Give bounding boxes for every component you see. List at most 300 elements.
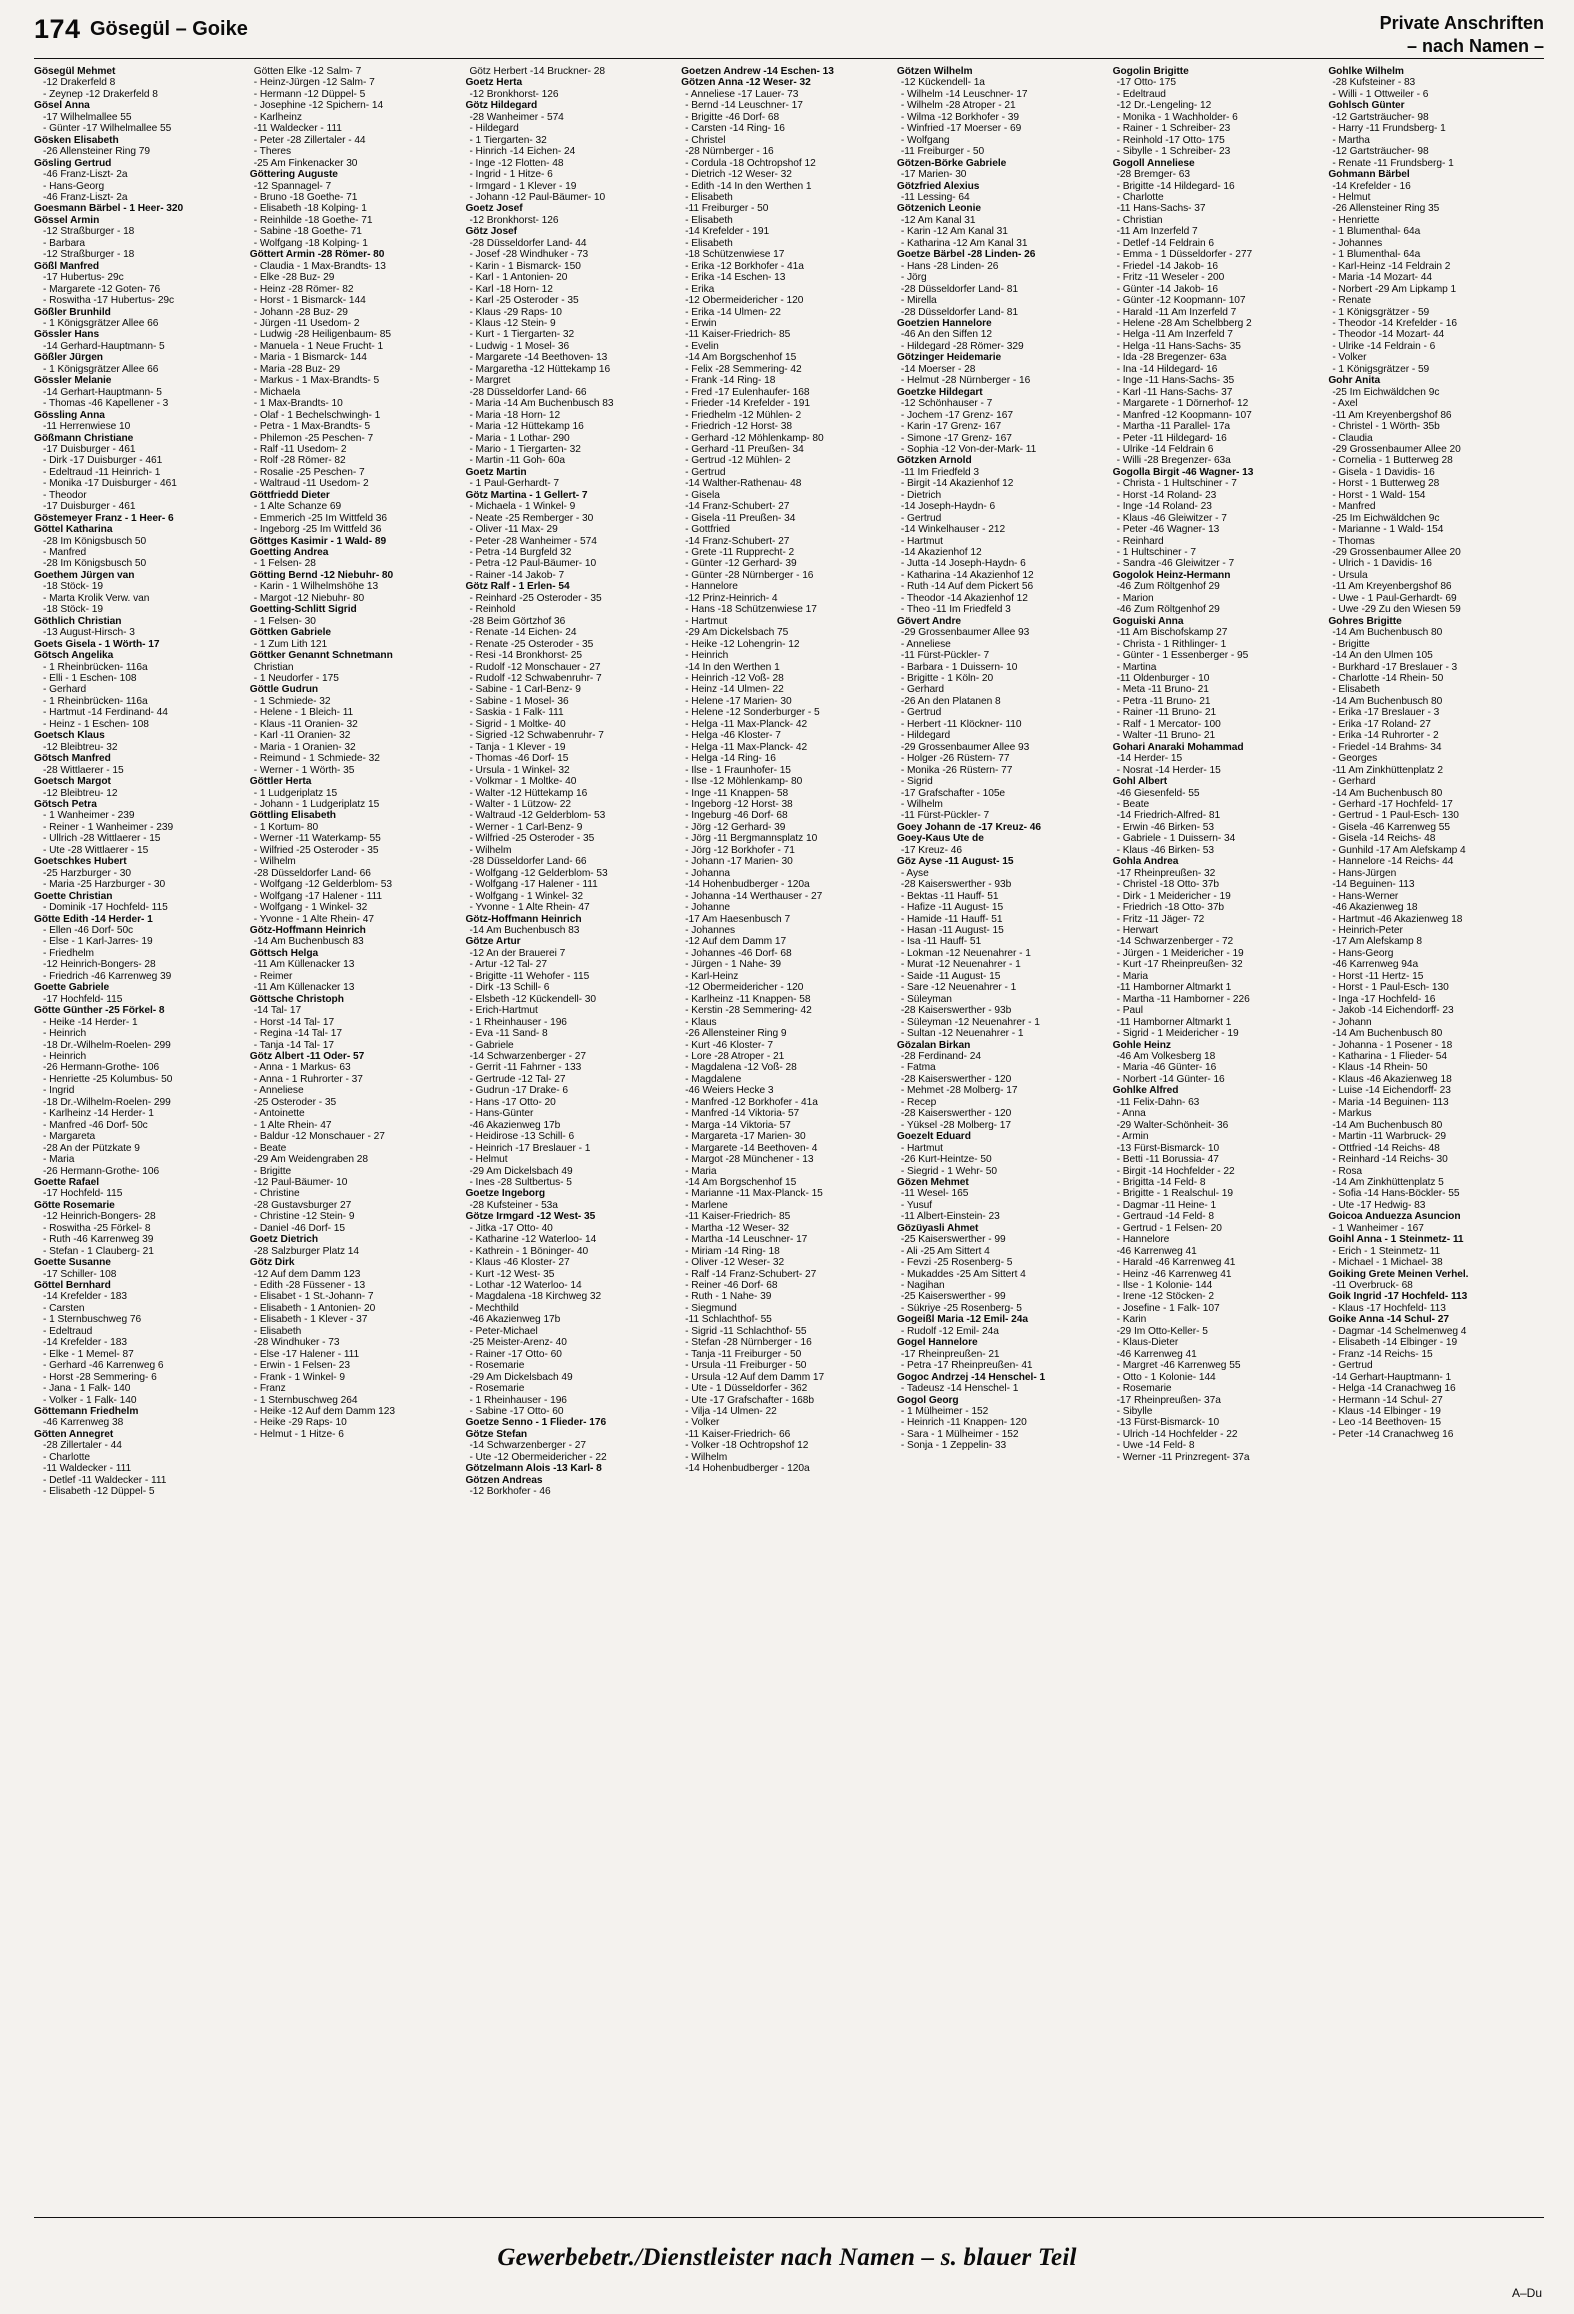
directory-entry-line: - Hermann -14 Schul- 27: [1332, 1394, 1443, 1406]
directory-entry-line: - Jörg: [900, 272, 927, 284]
directory-entry-line: - 1 Hultschiner - 7: [1116, 547, 1197, 559]
directory-entry-line: - Johann - 1 Ludgeriplatz 15: [253, 799, 380, 810]
directory-entry-line: - Erika -17 Breslauer - 3: [1332, 707, 1440, 719]
directory-entry-line: - Peter -28 Wanheimer - 574: [469, 535, 597, 547]
directory-entry-line: -14 Krefelder - 183: [43, 1291, 127, 1303]
directory-entry-line: - Margret: [469, 375, 511, 387]
directory-entry-line: - Heinrich: [685, 650, 729, 662]
directory-entry-line: - Christel: [685, 134, 726, 146]
directory-entry-line: - Karlheinz -11 Knappen- 58: [685, 993, 811, 1005]
directory-entry-line: - Katharina - 1 Flieder- 54: [1332, 1050, 1448, 1062]
directory-entry-line: - Burkhard -17 Breslauer - 3: [1332, 661, 1458, 673]
directory-entry-line: - Volkmar - 1 Moltke- 40: [469, 776, 577, 788]
directory-entry-line: - Elsbeth -12 Kückendell- 30: [469, 993, 597, 1005]
directory-entry-line: -14 Am Buchenbusch 80: [1332, 627, 1443, 639]
directory-entry-line: -14 Am Zinkhüttenplatz 5: [1332, 1176, 1444, 1188]
directory-entry-line: - 1 Wanheimer - 167: [1332, 1222, 1424, 1234]
directory-entry-line: - Charlotte: [43, 1451, 91, 1463]
directory-entry-line: - Heike -29 Raps- 10: [253, 1417, 347, 1429]
directory-entry-line: - Margarete -14 Beethoven- 4: [685, 1142, 818, 1154]
directory-entry-line: - Henriette -25 Kolumbus- 50: [43, 1073, 173, 1085]
directory-entry-line: - Heinz -14 Ulmen- 22: [685, 684, 784, 696]
directory-entry-line: - Hannelore -14 Reichs- 44: [1332, 856, 1454, 868]
directory-entry-line: -26 Allensteiner Ring 79: [43, 146, 150, 158]
directory-entry-line: - Johanna - 1 Posener - 18: [1332, 1039, 1453, 1051]
directory-entry-line: - Anna: [1116, 1108, 1146, 1120]
directory-entry-line: - Friedrich -12 Horst- 38: [685, 421, 793, 433]
directory-entry-line: - Irene -12 Stöcken- 2: [1116, 1291, 1215, 1303]
directory-entry-line: - Mario - 1 Tiergarten- 32: [469, 443, 581, 455]
directory-entry-line: - 1 Blumenthal- 64a: [1332, 249, 1421, 261]
directory-entry-line: - Hartmut: [900, 1142, 943, 1154]
directory-entry-line: - Barbara - 1 Duissern- 10: [900, 661, 1018, 673]
directory-entry-name: Gohla Andrea: [1112, 856, 1179, 868]
directory-entry-line: - Kurt -17 Rheinpreußen- 32: [1116, 959, 1243, 971]
directory-entry-line: - Dominik -17 Hochfeld- 115: [43, 902, 168, 914]
directory-entry-line: - Oliver -11 Max- 29: [469, 524, 558, 536]
directory-entry-name: Göttges Kasimir - 1 Wald- 89: [249, 535, 387, 547]
directory-entry-line: - Reiner - 1 Wanheimer - 239: [43, 821, 174, 833]
directory-entry-name: Gohlsch Günter: [1328, 100, 1405, 112]
directory-entry-line: - Peter -28 Zillertaler - 44: [253, 134, 366, 146]
directory-entry-line: - Harald -46 Karrenweg 41: [1116, 1257, 1236, 1269]
directory-entry-line: -11 Am Küllenacker 13: [253, 982, 355, 994]
directory-entry-line: - Karin - 1 Bismarck- 150: [469, 260, 581, 272]
directory-entry-line: - 1 Rheinhauser - 196: [469, 1394, 567, 1406]
directory-entry-line: -17 Kreuz- 46: [900, 844, 962, 856]
directory-entry-name: Goetze Bärbel -28 Linden- 26: [896, 249, 1036, 261]
directory-entry-line: -14 Tal- 17: [253, 1005, 302, 1017]
directory-entry-line: - Edeltraud -11 Heinrich- 1: [43, 466, 161, 478]
directory-entry-line: - Ilse - 1 Kolonie- 144: [1116, 1280, 1213, 1292]
directory-entry-line: -46 Zum Röltgenhof 29: [1116, 604, 1220, 616]
directory-entry-line: - Klaus -14 Rhein- 50: [1332, 1062, 1428, 1074]
directory-entry-line: - Mechthild: [469, 1302, 519, 1314]
directory-entry-line: - Recep: [900, 1096, 937, 1108]
directory-entry-line: -17 Am Haesenbusch 7: [685, 913, 791, 925]
directory-entry-name: Goguiski Anna: [1112, 615, 1184, 627]
directory-entry-name: Gogolok Heinz-Hermann: [1112, 569, 1231, 581]
directory-entry-line: - Johanne: [685, 902, 731, 914]
directory-entry-line: - 1 Paul-Gerhardt- 7: [469, 478, 560, 490]
directory-entry-line: - Hans -17 Otto- 20: [469, 1096, 556, 1108]
directory-entry-line: - 1 Ludgeriplatz 15: [253, 787, 338, 799]
directory-entry-line: - Rosalie -25 Peschen- 7: [253, 466, 365, 478]
directory-entry-line: -14 Joseph-Haydn- 6: [900, 501, 996, 513]
directory-entry-line: - Gerhard -17 Hochfeld- 17: [1332, 799, 1453, 810]
directory-entry-line: - Horst -14 Tal- 17: [253, 1016, 335, 1028]
directory-entry-line: - Barbara: [43, 237, 86, 249]
directory-entry-line: - Friedhelm -12 Mühlen- 2: [685, 409, 802, 421]
directory-entry-name: Goetze Senno - 1 Flieder- 176: [465, 1417, 607, 1429]
directory-entry-line: - Heinz -28 Römer- 82: [253, 283, 354, 295]
directory-entry-line: - Elisabeth: [685, 214, 733, 226]
directory-entry-line: - Anneliese -17 Lauer- 73: [685, 88, 799, 100]
directory-entry-line: -29 Grossenbaumer Allee 20: [1332, 443, 1461, 455]
directory-entry-line: - Else -17 Halener - 111: [253, 1348, 360, 1360]
directory-entry-name: Götten Annegret: [34, 1428, 114, 1440]
directory-entry-line: - Elli - 1 Eschen- 108: [43, 673, 137, 685]
directory-entry-line: - Ines -28 Sultbertus- 5: [469, 1176, 572, 1188]
directory-entry-line: - 1 Sternbuschweg 76: [43, 1314, 142, 1326]
directory-entry-line: - Kathrein - 1 Böninger- 40: [469, 1245, 589, 1257]
directory-entry-line: - Manuela - 1 Neue Frucht- 1: [253, 340, 384, 352]
directory-entry-line: -11 Am Bischofskamp 27: [1116, 627, 1228, 639]
directory-entry-name: Goey-Kaus Ute de: [896, 833, 984, 845]
directory-entry-line: - Walter - 1 Lützow- 22: [469, 799, 571, 810]
directory-entry-line: -11 Am Kreyenbergshof 86: [1332, 409, 1452, 421]
directory-entry-line: - Gertrud - 1 Felsen- 20: [1116, 1222, 1222, 1234]
directory-entry-line: - Jochem -17 Grenz- 167: [900, 409, 1013, 421]
directory-entry-line: Götten Elke -12 Salm- 7: [253, 66, 362, 77]
directory-entry-line: - Heinrich: [43, 1050, 87, 1062]
directory-entry-name: Gogeißl Maria -12 Emil- 24a: [896, 1314, 1029, 1326]
directory-entry-line: - Süleyman -12 Neuenahrer - 1: [900, 1016, 1040, 1028]
directory-entry-line: - Maria -25 Harzburger - 30: [43, 879, 166, 891]
directory-entry-line: - Ute -28 Wittlaerer - 15: [43, 844, 149, 856]
directory-entry-name: Goiking Grete Meinen Verhel.: [1328, 1268, 1469, 1280]
directory-entry-line: - Klaus -46 Akazienweg 18: [1332, 1073, 1452, 1085]
directory-entry-line: - Sara - 1 Mülheimer - 152: [900, 1428, 1019, 1440]
directory-entry-line: - Monika -17 Duisburger - 461: [43, 478, 177, 490]
directory-entry-line: - Michael - 1 Michael- 38: [1332, 1257, 1443, 1269]
directory-entry-line: - Mukaddes -25 Am Sittert 4: [900, 1268, 1026, 1280]
directory-entry-line: - Ottfried -14 Reichs- 48: [1332, 1142, 1440, 1154]
directory-entry-line: - Ute - 1 Düsseldorfer - 362: [685, 1383, 808, 1395]
directory-entry-line: - Waltraud -11 Usedom- 2: [253, 478, 369, 490]
directory-entry-line: - Gerhard: [900, 684, 945, 696]
directory-entry-line: - Wolfgang -18 Kolping- 1: [253, 237, 368, 249]
directory-entry-line: -14 Beguinen- 113: [1332, 879, 1415, 891]
directory-entry-line: - 1 Schmiede- 32: [253, 695, 331, 707]
directory-entry-line: - Willi -28 Bregenzer- 63a: [1116, 455, 1231, 467]
directory-entry-name: Götz Dirk: [249, 1257, 295, 1269]
directory-entry-line: - Heinz-Jürgen -12 Salm- 7: [253, 77, 375, 89]
directory-entry-line: - Helene -28 Am Schelbberg 2: [1116, 317, 1252, 329]
directory-entry-line: - Ingeburg -46 Dorf- 68: [685, 810, 788, 822]
directory-entry-line: - Ursula: [1332, 569, 1368, 581]
directory-entry-line: - Karin - 1 Wilhelmshöhe 13: [253, 581, 379, 593]
directory-entry-line: - Horst -28 Semmering- 6: [43, 1371, 157, 1383]
directory-entry-name: Goetzien Hannelore: [896, 317, 992, 329]
directory-entry-line: - Helene -12 Sonderburger - 5: [685, 707, 820, 719]
directory-entry-line: -14 Schwarzenberger - 27: [469, 1440, 587, 1452]
directory-entry-line: - 1 Königsgrätzer - 59: [1332, 363, 1430, 375]
directory-entry-line: -11 Hans-Sachs- 37: [1116, 203, 1206, 215]
directory-entry-line: - Maria -14 Am Buchenbusch 83: [469, 398, 614, 410]
directory-entry-line: -18 Dr.-Wilhelm-Roelen- 299: [43, 1096, 171, 1108]
directory-entry-line: -25 Im Eichwäldchen 9c: [1332, 386, 1440, 398]
directory-entry-line: - Jörg -12 Borkhofer - 71: [685, 844, 795, 856]
directory-entry-line: -14 Schwarzenberger - 27: [469, 1050, 587, 1062]
directory-entry-line: - Rainer -14 Jakob- 7: [469, 569, 565, 581]
directory-entry-line: - Peter-Michael: [469, 1325, 538, 1337]
directory-entry-line: - Elisabeth: [1332, 684, 1380, 696]
directory-entry-line: - Friedrich -46 Karrenweg 39: [43, 970, 172, 982]
directory-entry-line: -14 Am Buchenbusch 80: [1332, 787, 1443, 799]
directory-entry-line: - Gabriele: [469, 1039, 514, 1051]
directory-entry-line: - Sonja - 1 Zeppelin- 33: [900, 1440, 1007, 1452]
directory-entry-line: - Reinhard: [1116, 535, 1164, 547]
directory-entry-line: -11 Waldecker - 111: [43, 1463, 132, 1475]
directory-entry-line: - Tadeusz -14 Henschel- 1: [900, 1383, 1019, 1395]
directory-entry-line: - Harry -11 Frundsberg- 1: [1332, 123, 1446, 135]
directory-entry-line: - Resi -14 Bronkhorst- 25: [469, 650, 582, 662]
directory-entry-line: -12 Spannagel- 7: [253, 180, 332, 192]
directory-entry-line: - Heidirose -13 Schill- 6: [469, 1131, 575, 1143]
directory-entry-line: - Gertrud: [900, 512, 942, 524]
directory-entry-line: - Marianne -11 Max-Planck- 15: [685, 1188, 823, 1200]
directory-entry-name: Göttler Herta: [249, 776, 312, 788]
directory-entry-name: Gogol Georg: [896, 1394, 959, 1406]
directory-entry-line: -11 Freiburger - 50: [685, 203, 769, 215]
directory-entry-line: - Edeltraud: [43, 1325, 93, 1337]
directory-entry-line: -11 Freiburger - 50: [900, 146, 985, 158]
directory-entry-line: - Ina -14 Hildegard- 16: [1116, 363, 1218, 375]
directory-entry-line: - Hafize -11 August- 15: [900, 902, 1004, 914]
directory-entry-name: Goicoa Anduezza Asuncion: [1328, 1211, 1461, 1223]
directory-entry-name: Goette Susanne: [34, 1257, 111, 1269]
directory-entry-line: - Karl -11 Hans-Sachs- 37: [1116, 386, 1233, 398]
directory-entry-line: - 1 Rheinhauser - 196: [469, 1016, 567, 1028]
directory-columns: [34, 66, 1544, 2210]
directory-entry-line: -12 Obermeidericher - 120: [685, 982, 804, 994]
directory-entry-line: -18 Stöck- 19: [43, 581, 103, 593]
directory-entry-line: -28 Düsseldorfer Land- 44: [469, 237, 587, 249]
directory-entry-line: - Karl-Heinz -14 Feldrain 2: [1332, 260, 1451, 272]
directory-entry-line: - Birgit -14 Akazienhof 12: [900, 478, 1014, 490]
directory-entry-name: Gössling Anna: [34, 409, 105, 421]
directory-entry-line: -12 Heinrich-Bongers- 28: [43, 959, 156, 971]
directory-entry-name: Gogolla Birgit -46 Wagner- 13: [1112, 466, 1254, 478]
directory-entry-line: - Volker -18 Ochtropshof 12: [685, 1440, 809, 1452]
directory-entry-name: Götze Artur: [465, 936, 521, 948]
directory-entry-line: - Herbert -11 Klöckner- 110: [900, 718, 1022, 730]
directory-entry-line: -17 Hubertus- 29c: [43, 272, 124, 284]
directory-entry-line: - Günter -12 Koopmann- 107: [1116, 295, 1246, 307]
directory-entry-line: - Horst -14 Roland- 23: [1116, 489, 1217, 501]
directory-entry-line: -12 Schönhauser - 7: [900, 398, 993, 410]
directory-entry-name: Göttel Katharina: [34, 524, 113, 536]
directory-entry-line: - 1 Zum Lith 121: [253, 638, 328, 650]
directory-entry-line: - 1 Sternbuschweg 264: [253, 1394, 358, 1406]
directory-entry-line: -12 Auf dem Damm 17: [685, 936, 787, 948]
directory-entry-line: -46 Akazienweg 18: [1332, 902, 1418, 914]
directory-entry-line: - Ralf - 1 Mercator- 100: [1116, 718, 1221, 730]
directory-entry-line: - Ruth -14 Auf dem Pickert 56: [900, 581, 1034, 593]
directory-entry-line: - 1 Tiergarten- 32: [469, 134, 547, 146]
directory-entry-line: - Klaus -46 Kloster- 27: [469, 1257, 570, 1269]
directory-entry-line: -13 Fürst-Bismarck- 10: [1116, 1417, 1220, 1429]
directory-entry-line: - Reinhard -14 Reichs- 30: [1332, 1154, 1448, 1166]
directory-entry-line: - Katharina -12 Am Kanal 31: [900, 237, 1028, 249]
directory-entry-line: - Meta -11 Bruno- 21: [1116, 684, 1209, 696]
directory-entry-line: - Antoinette: [253, 1108, 305, 1120]
directory-entry-name: Gößl Manfred: [34, 260, 100, 272]
directory-entry-line: - Rudolf -12 Monschauer - 27: [469, 661, 601, 673]
directory-entry-line: -25 Harzburger - 30: [43, 867, 131, 879]
directory-entry-line: - Marianne - 1 Wald- 154: [1332, 524, 1444, 536]
directory-entry-line: -12 Bronkhorst- 126: [469, 88, 559, 100]
directory-entry-line: - Karl-Heinz: [685, 970, 739, 982]
directory-entry-line: - Werner -11 Waterkamp- 55: [253, 833, 381, 845]
directory-entry-line: - Hinrich -14 Eichen- 24: [469, 146, 576, 158]
directory-entry-line: - Ulrich - 1 Davidis- 16: [1332, 558, 1432, 570]
directory-entry-line: - Heike -12 Auf dem Damm 123: [253, 1406, 396, 1418]
directory-entry-line: - Uwe - 1 Paul-Gerhardt- 69: [1332, 592, 1457, 604]
directory-entry-line: - Wolfgang - 1 Winkel- 32: [469, 890, 583, 902]
directory-entry-line: - Tanja -14 Tal- 17: [253, 1039, 334, 1051]
directory-entry-line: - Margarete -12 Goten- 76: [43, 283, 161, 295]
directory-entry-line: - Helga -14 Ring- 16: [685, 753, 776, 765]
directory-entry-name: Goihl Anna - 1 Steinmetz- 11: [1328, 1234, 1464, 1246]
directory-entry-name: Götz Josef: [465, 226, 518, 238]
directory-entry-line: - Heike -12 Lohengrin- 12: [685, 638, 800, 650]
directory-entry-line: - Volker - 1 Falk- 140: [43, 1394, 137, 1406]
directory-entry-line: - Elisabeth -14 Elbinger - 19: [1332, 1337, 1458, 1349]
directory-entry-line: -11 Kaiser-Friedrich- 85: [685, 329, 791, 341]
directory-entry-line: - 1 Felsen- 28: [253, 558, 316, 570]
directory-entry-line: - Lore -28 Atroper - 21: [685, 1050, 785, 1062]
directory-entry-line: - Gunhild -17 Am Alefskamp 4: [1332, 844, 1466, 856]
directory-entry-line: -28 Kaiserswerther - 93b: [900, 1005, 1012, 1017]
directory-entry-line: - Süleyman: [900, 993, 952, 1005]
directory-entry-line: - Margareta: [43, 1131, 96, 1143]
directory-entry-name: Gössler Melanie: [34, 375, 112, 387]
directory-entry-line: -12 Paul-Bäumer- 10: [253, 1176, 348, 1188]
directory-entry-name: Göttel Bernhard: [34, 1280, 111, 1292]
directory-entry-line: - Petra -12 Paul-Bäumer- 10: [469, 558, 597, 570]
directory-entry-line: - Yvonne - 1 Alte Rhein- 47: [469, 902, 590, 914]
directory-entry-name: Goette Rafael: [34, 1176, 100, 1188]
directory-entry-line: -28 Kufsteiner - 53a: [469, 1199, 558, 1211]
directory-entry-line: - Stefan -28 Nürnberger - 16: [685, 1337, 812, 1349]
directory-entry-line: - Petra -11 Bruno- 21: [1116, 695, 1211, 707]
directory-entry-line: - Inge -12 Flotten- 48: [469, 157, 564, 169]
directory-entry-line: - Luise -14 Eichendorff- 23: [1332, 1085, 1451, 1097]
directory-entry-line: - Markus: [1332, 1108, 1372, 1120]
directory-entry-line: - Uwe -29 Zu den Wiesen 59: [1332, 604, 1461, 616]
directory-entry-line: - Klaus -12 Stein- 9: [469, 317, 556, 329]
directory-entry-line: - Dietrich -12 Weser- 32: [685, 169, 792, 181]
directory-entry-line: - Henriette: [1332, 214, 1380, 226]
directory-entry-line: - 1 Königsgrätzer - 59: [1332, 306, 1430, 318]
directory-entry-line: -12 Bronkhorst- 126: [469, 214, 559, 226]
directory-entry-line: - Martin -11 Warbruck- 29: [1332, 1131, 1446, 1143]
directory-entry-name: Gösken Elisabeth: [34, 134, 119, 146]
directory-entry-line: - Günter - 1 Essenberger - 95: [1116, 650, 1249, 662]
directory-entry-line: - Theo -11 Im Friedfeld 3: [900, 604, 1011, 616]
directory-entry-line: - Edith -28 Füssener - 13: [253, 1280, 366, 1292]
directory-entry-line: - Wolfgang -12 Gelderblom- 53: [469, 867, 608, 879]
directory-entry-line: -26 Allensteiner Ring 9: [685, 1028, 787, 1040]
directory-entry-line: -46 Karrenweg 94a: [1332, 959, 1419, 971]
directory-entry-line: -46 Karrenweg 38: [43, 1417, 124, 1429]
directory-entry-line: - Erika: [685, 283, 715, 295]
directory-entry-line: -29 Grossenbaumer Allee 20: [1332, 547, 1461, 559]
directory-entry-line: - Gisela -14 Reichs- 48: [1332, 833, 1436, 845]
directory-entry-line: - Hans-Georg: [43, 180, 105, 192]
directory-entry-line: - Marion: [1116, 592, 1154, 604]
directory-entry-line: - Maria -14 Beguinen- 113: [1332, 1096, 1449, 1108]
directory-entry-line: - Beate: [1116, 799, 1150, 810]
directory-entry-line: - Heinrich -12 Voß- 28: [685, 673, 784, 685]
directory-entry-line: - Inge -11 Hans-Sachs- 35: [1116, 375, 1235, 387]
directory-entry-line: - Klaus -46 Gleiwitzer - 7: [1116, 512, 1227, 524]
directory-entry-name: Götzelmann Alois -13 Karl- 8: [465, 1463, 602, 1475]
directory-entry-line: -28 Düsseldorfer Land- 81: [900, 306, 1018, 318]
directory-entry-line: - 1 Königsgrätzer Allee 66: [43, 363, 159, 375]
directory-entry-line: -11 Hamborner Altmarkt 1: [1116, 982, 1232, 994]
directory-entry-line: - Horst - 1 Wald- 154: [1332, 489, 1426, 501]
directory-entry-line: - Theodor -14 Mozart- 44: [1332, 329, 1445, 341]
directory-entry-line: -46 Am Volkesberg 18: [1116, 1050, 1216, 1062]
directory-entry-line: - Hartmut: [900, 535, 943, 547]
directory-entry-line: - Margarete -14 Beethoven- 13: [469, 352, 608, 364]
directory-entry-line: - Wilhelm: [469, 844, 512, 856]
directory-entry-line: - Claudia: [1332, 432, 1373, 444]
directory-entry-line: - Heike -14 Herder- 1: [43, 1016, 138, 1028]
directory-entry-line: -12 Prinz-Heinrich- 4: [685, 592, 778, 604]
directory-entry-line: - Carsten: [43, 1302, 85, 1314]
directory-entry-name: Goette Christian: [34, 890, 113, 902]
directory-entry-line: - Christa - 1 Hultschiner - 7: [1116, 478, 1237, 490]
directory-entry-name: Goike Anna -14 Schul- 27: [1328, 1314, 1450, 1326]
directory-entry-line: - Günter -28 Nürnberger - 16: [685, 569, 814, 581]
directory-entry-line: - Hildegard: [900, 730, 951, 742]
directory-entry-line: -17 Hochfeld- 115: [43, 993, 123, 1005]
directory-entry-name: Goetz Martin: [465, 466, 527, 478]
directory-entry-line: - Jürgen - 1 Nahe- 39: [685, 959, 781, 971]
directory-entry-line: - Rosemarie: [1116, 1383, 1172, 1395]
directory-entry-line: - Wilfried -25 Osteroder - 35: [253, 844, 379, 856]
directory-entry-line: - Fritz -11 Jäger- 72: [1116, 913, 1205, 925]
directory-entry-line: - Bruno -18 Goethe- 71: [253, 191, 358, 203]
directory-entry-name: Goetze Ingeborg: [465, 1188, 546, 1200]
directory-entry-line: -11 Overbruck- 68: [1332, 1280, 1413, 1292]
directory-entry-line: -28 Wittlaerer - 15: [43, 764, 124, 776]
section-title-line1: Private Anschriften: [1379, 13, 1544, 33]
directory-entry-name: Gößler Jürgen: [34, 352, 103, 364]
directory-entry-line: - Kurt -12 West- 35: [469, 1268, 555, 1280]
directory-entry-line: - Roswitha -25 Förkel- 8: [43, 1222, 151, 1234]
directory-entry-line: -12 Gartsträucher- 98: [1332, 146, 1429, 158]
directory-entry-line: -46 Akazienweg 17b: [469, 1119, 561, 1131]
directory-entry-name: Götzen Wilhelm: [896, 66, 973, 77]
directory-entry-line: - Rudolf -12 Schwabenruhr- 7: [469, 673, 602, 685]
directory-entry-line: - Petra -14 Burgfeld 32: [469, 547, 572, 559]
directory-entry-line: - Birgit -14 Hochfelder - 22: [1116, 1165, 1235, 1177]
directory-entry-line: - Johannes -46 Dorf- 68: [685, 947, 792, 959]
directory-entry-line: - Ursula -11 Freiburger - 50: [685, 1360, 807, 1372]
directory-entry-line: - Emma - 1 Düsseldorfer - 277: [1116, 249, 1253, 261]
directory-entry-line: - Mehmet -28 Molberg- 17: [900, 1085, 1018, 1097]
directory-entry-line: -12 Bleibtreu- 12: [43, 787, 118, 799]
directory-entry-line: - Johannes: [1332, 237, 1383, 249]
directory-entry-line: - Jörg -11 Bergmannsplatz 10: [685, 833, 818, 845]
directory-entry-line: - Evelin: [685, 340, 719, 352]
directory-entry-line: - 1 Alte Rhein- 47: [253, 1119, 332, 1131]
directory-entry-line: - Margret -46 Karrenweg 55: [1116, 1360, 1241, 1372]
directory-entry-line: - Sigried -12 Schwabenruhr- 7: [469, 730, 604, 742]
directory-entry-line: - Rainer - 1 Schreiber- 23: [1116, 123, 1231, 135]
directory-entry-line: - Claudia - 1 Max-Brandts- 13: [253, 260, 386, 272]
directory-entry-line: - 1 Alte Schanze 69: [253, 501, 342, 513]
directory-entry-line: - Renate -11 Frundsberg- 1: [1332, 157, 1454, 169]
directory-entry-line: - Gudrun -17 Drake- 6: [469, 1085, 569, 1097]
directory-entry-line: - Gisela: [685, 489, 720, 501]
directory-entry-line: -18 Stöck- 19: [43, 604, 103, 616]
